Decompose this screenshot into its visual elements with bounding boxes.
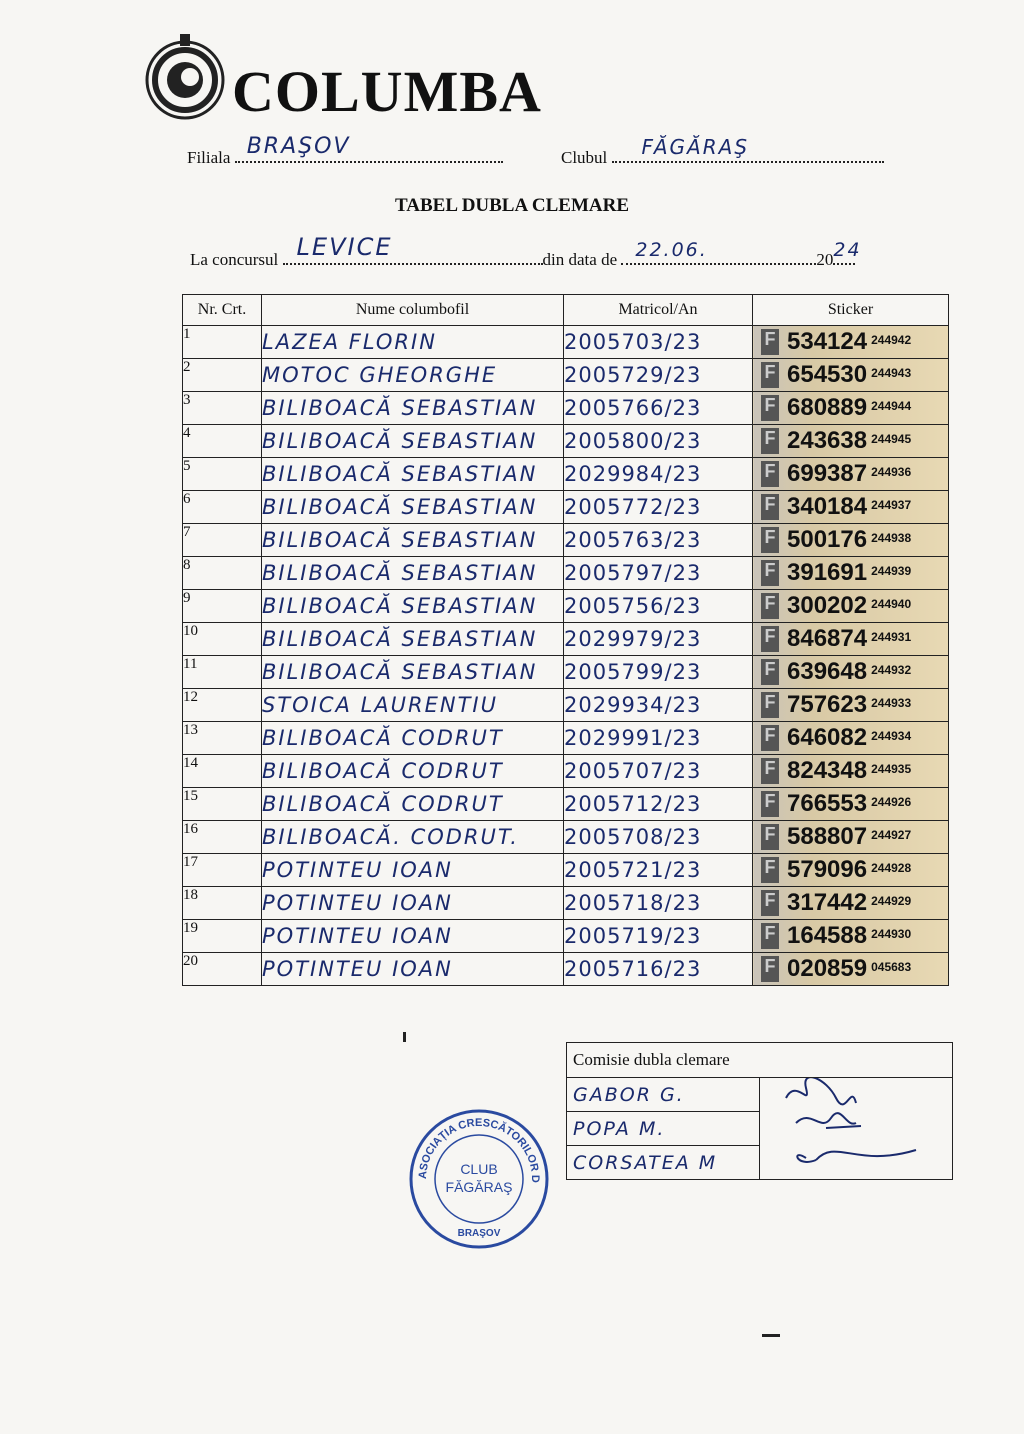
row-matricol: 2005716/23: [564, 953, 753, 986]
table-row: [183, 887, 949, 920]
row-name: BILIBOACĂ SEBASTIAN: [262, 590, 564, 623]
sticker-serial: 244939: [871, 564, 912, 578]
table-row: [183, 755, 949, 788]
sticker-code: 300202: [787, 592, 868, 619]
table-row: [183, 359, 949, 392]
row-name: BILIBOACĂ SEBASTIAN: [262, 623, 564, 656]
sticker-f-mark: F: [761, 725, 779, 751]
sticker-f-mark: F: [761, 428, 779, 454]
sticker-f-mark: F: [761, 923, 779, 949]
sticker-serial: 244928: [871, 861, 912, 875]
row-sticker: [753, 590, 949, 623]
row-name: BILIBOACĂ SEBASTIAN: [262, 425, 564, 458]
row-number: 20: [183, 953, 262, 986]
sticker-code: 766553: [787, 790, 868, 817]
concurs-line: [283, 233, 543, 265]
row-name: POTINTEU IOAN: [262, 854, 564, 887]
stamp-bottom-text: BRAŞOV: [457, 1228, 501, 1239]
row-sticker: [753, 722, 949, 755]
row-matricol: 2029979/23: [564, 623, 753, 656]
sticker-serial: 244942: [871, 333, 912, 347]
year-prefix: 20: [816, 250, 834, 269]
concurs-label: La concursul: [190, 250, 279, 269]
sticker-f-mark: F: [761, 461, 779, 487]
row-matricol: 2005707/23: [564, 755, 753, 788]
sticker-code: 164588: [787, 922, 868, 949]
row-name: LAZEA FLORIN: [262, 326, 564, 359]
sticker-f-mark: F: [761, 824, 779, 850]
commission-member: POPA M.: [567, 1112, 760, 1146]
table-row: [183, 854, 949, 887]
sticker-code: 500176: [787, 526, 868, 553]
header-matricol: Matricol/An: [564, 295, 753, 326]
table-row: [183, 722, 949, 755]
row-matricol: 2005766/23: [564, 392, 753, 425]
sticker-f-mark: F: [761, 626, 779, 652]
scan-mark: [762, 1334, 780, 1337]
row-number: 18: [183, 887, 262, 920]
row-name: BILIBOACĂ CODRUT: [262, 788, 564, 821]
row-number: 8: [183, 557, 262, 590]
row-number: 14: [183, 755, 262, 788]
sticker-serial: 244926: [871, 795, 912, 809]
sticker-f-mark: F: [761, 362, 779, 388]
row-matricol: 2005797/23: [564, 557, 753, 590]
row-sticker: [753, 887, 949, 920]
table-row: [183, 557, 949, 590]
row-matricol: 2005719/23: [564, 920, 753, 953]
row-matricol: 2029984/23: [564, 458, 753, 491]
clubul-line: [612, 135, 884, 163]
sticker-f-mark: F: [761, 593, 779, 619]
date-label: din data de: [542, 250, 618, 269]
header-nr: Nr. Crt.: [183, 295, 262, 326]
sticker-f-mark: F: [761, 791, 779, 817]
row-number: 17: [183, 854, 262, 887]
table-row: [183, 953, 949, 986]
sticker-serial: 244936: [871, 465, 912, 479]
table-row: [183, 425, 949, 458]
sticker-serial: 244944: [871, 399, 912, 413]
year-line: [833, 239, 862, 265]
row-sticker: [753, 623, 949, 656]
row-number: 16: [183, 821, 262, 854]
sticker-serial: 045683: [871, 960, 912, 974]
row-matricol: 2005756/23: [564, 590, 753, 623]
signatures-cell: [760, 1078, 953, 1180]
table-row: [183, 524, 949, 557]
row-matricol: 2029934/23: [564, 689, 753, 722]
sticker-f-mark: F: [761, 494, 779, 520]
sticker-code: 317442: [787, 889, 868, 916]
sticker-code: 639648: [787, 658, 868, 685]
filiala-label: Filiala: [187, 148, 231, 167]
sticker-f-mark: F: [761, 857, 779, 883]
sticker-f-mark: F: [761, 692, 779, 718]
table-row: [183, 491, 949, 524]
sticker-code: 699387: [787, 460, 868, 487]
row-sticker: [753, 326, 949, 359]
row-sticker: [753, 920, 949, 953]
stamp-club-text: CLUB: [460, 1161, 498, 1177]
scan-mark: [403, 1032, 406, 1042]
row-name: POTINTEU IOAN: [262, 953, 564, 986]
sticker-serial: 244934: [871, 729, 912, 743]
row-number: 11: [183, 656, 262, 689]
row-sticker: [753, 491, 949, 524]
row-name: BILIBOACĂ SEBASTIAN: [262, 392, 564, 425]
row-sticker: [753, 557, 949, 590]
row-name: BILIBOACĂ SEBASTIAN: [262, 458, 564, 491]
row-matricol: 2005763/23: [564, 524, 753, 557]
row-matricol: 2005772/23: [564, 491, 753, 524]
club-stamp: [408, 1108, 550, 1250]
sticker-f-mark: F: [761, 890, 779, 916]
sticker-serial: 244937: [871, 498, 912, 512]
sticker-code: 588807: [787, 823, 868, 850]
row-name: BILIBOACĂ SEBASTIAN: [262, 656, 564, 689]
sticker-serial: 244929: [871, 894, 912, 908]
filiala-value: BRAŞOV: [246, 134, 351, 159]
table-row: [183, 656, 949, 689]
commission-table: [566, 1042, 953, 1180]
date-value: 22.06.: [635, 239, 708, 261]
table-row: [183, 623, 949, 656]
sticker-code: 391691: [787, 559, 868, 586]
table-header-row: [183, 295, 949, 326]
header-name: Nume columbofil: [262, 295, 564, 326]
sticker-code: 757623: [787, 691, 868, 718]
sticker-serial: 244935: [871, 762, 912, 776]
sticker-serial: 244933: [871, 696, 912, 710]
row-sticker: [753, 392, 949, 425]
table-row: [183, 590, 949, 623]
columba-logo-icon: [140, 32, 230, 122]
document-title: TABEL DUBLA CLEMARE: [394, 195, 630, 216]
signatures-image: [766, 1078, 946, 1174]
table-row: [183, 821, 949, 854]
row-matricol: 2005721/23: [564, 854, 753, 887]
sticker-serial: 244940: [871, 597, 912, 611]
row-number: 5: [183, 458, 262, 491]
row-sticker: [753, 425, 949, 458]
sticker-code: 340184: [787, 493, 868, 520]
row-matricol: 2005712/23: [564, 788, 753, 821]
row-name: BILIBOACĂ. CODRUT.: [262, 821, 564, 854]
row-matricol: 2005799/23: [564, 656, 753, 689]
row-name: BILIBOACĂ CODRUT: [262, 722, 564, 755]
row-name: BILIBOACĂ SEBASTIAN: [262, 557, 564, 590]
sticker-code: 534124: [787, 328, 868, 355]
dubla-clemare-table: [182, 294, 949, 986]
table-row: [183, 458, 949, 491]
sticker-f-mark: F: [761, 758, 779, 784]
sticker-code: 020859: [787, 955, 868, 982]
filiala-field: [187, 134, 503, 168]
row-number: 7: [183, 524, 262, 557]
sticker-f-mark: F: [761, 560, 779, 586]
row-sticker: [753, 788, 949, 821]
row-number: 4: [183, 425, 262, 458]
sticker-code: 654530: [787, 361, 868, 388]
row-number: 10: [183, 623, 262, 656]
row-sticker: [753, 458, 949, 491]
sticker-serial: 244931: [871, 630, 912, 644]
row-number: 3: [183, 392, 262, 425]
sticker-code: 243638: [787, 427, 868, 454]
row-name: BILIBOACĂ SEBASTIAN: [262, 524, 564, 557]
brand-title: COLUMBA: [232, 59, 542, 124]
sticker-serial: 244938: [871, 531, 912, 545]
sticker-code: 824348: [787, 757, 868, 784]
stamp-top-text: ASOCIAȚIA CRESCĂTORILOR D: [416, 1116, 542, 1183]
commission-title: Comisie dubla clemare: [567, 1043, 953, 1078]
row-sticker: [753, 359, 949, 392]
row-number: 15: [183, 788, 262, 821]
row-number: 12: [183, 689, 262, 722]
date-line: [621, 239, 816, 265]
row-number: 2: [183, 359, 262, 392]
row-matricol: 2005703/23: [564, 326, 753, 359]
row-number: 1: [183, 326, 262, 359]
row-sticker: [753, 656, 949, 689]
table-row: [183, 920, 949, 953]
clubul-value: FĂGĂRAŞ: [641, 135, 750, 159]
header-sticker: Sticker: [753, 295, 949, 326]
table-row: [183, 788, 949, 821]
sticker-serial: 244930: [871, 927, 912, 941]
table-row: [183, 326, 949, 359]
concurs-field: [190, 233, 862, 270]
sticker-f-mark: F: [761, 956, 779, 982]
row-matricol: 2005708/23: [564, 821, 753, 854]
row-sticker: [753, 821, 949, 854]
row-sticker: [753, 854, 949, 887]
row-name: POTINTEU IOAN: [262, 887, 564, 920]
table-row: [183, 392, 949, 425]
row-number: 9: [183, 590, 262, 623]
clubul-label: Clubul: [561, 148, 608, 167]
sticker-code: 646082: [787, 724, 868, 751]
row-matricol: 2005718/23: [564, 887, 753, 920]
sticker-code: 579096: [787, 856, 868, 883]
row-name: BILIBOACĂ CODRUT: [262, 755, 564, 788]
sticker-f-mark: F: [761, 659, 779, 685]
concurs-value: LEVICE: [296, 233, 393, 261]
sticker-serial: 244945: [871, 432, 912, 446]
sticker-f-mark: F: [761, 527, 779, 553]
row-sticker: [753, 689, 949, 722]
row-matricol: 2005800/23: [564, 425, 753, 458]
row-number: 13: [183, 722, 262, 755]
commission-member: GABOR G.: [567, 1078, 760, 1112]
row-number: 6: [183, 491, 262, 524]
stamp-city-text: FĂGĂRAŞ: [445, 1179, 513, 1195]
sticker-f-mark: F: [761, 395, 779, 421]
row-sticker: [753, 953, 949, 986]
clubul-field: [561, 135, 884, 168]
row-name: POTINTEU IOAN: [262, 920, 564, 953]
row-number: 19: [183, 920, 262, 953]
table-row: [183, 689, 949, 722]
row-matricol: 2005729/23: [564, 359, 753, 392]
sticker-code: 846874: [787, 625, 868, 652]
row-sticker: [753, 755, 949, 788]
row-sticker: [753, 524, 949, 557]
sticker-serial: 244927: [871, 828, 912, 842]
filiala-line: [235, 134, 503, 163]
commission-member: CORSATEA M: [567, 1146, 760, 1180]
row-name: STOICA LAURENTIU: [262, 689, 564, 722]
row-name: BILIBOACĂ SEBASTIAN: [262, 491, 564, 524]
sticker-code: 680889: [787, 394, 868, 421]
row-name: MOTOC GHEORGHE: [262, 359, 564, 392]
year-value: 24: [833, 239, 862, 261]
row-matricol: 2029991/23: [564, 722, 753, 755]
sticker-f-mark: F: [761, 329, 779, 355]
sticker-serial: 244943: [871, 366, 912, 380]
sticker-serial: 244932: [871, 663, 912, 677]
